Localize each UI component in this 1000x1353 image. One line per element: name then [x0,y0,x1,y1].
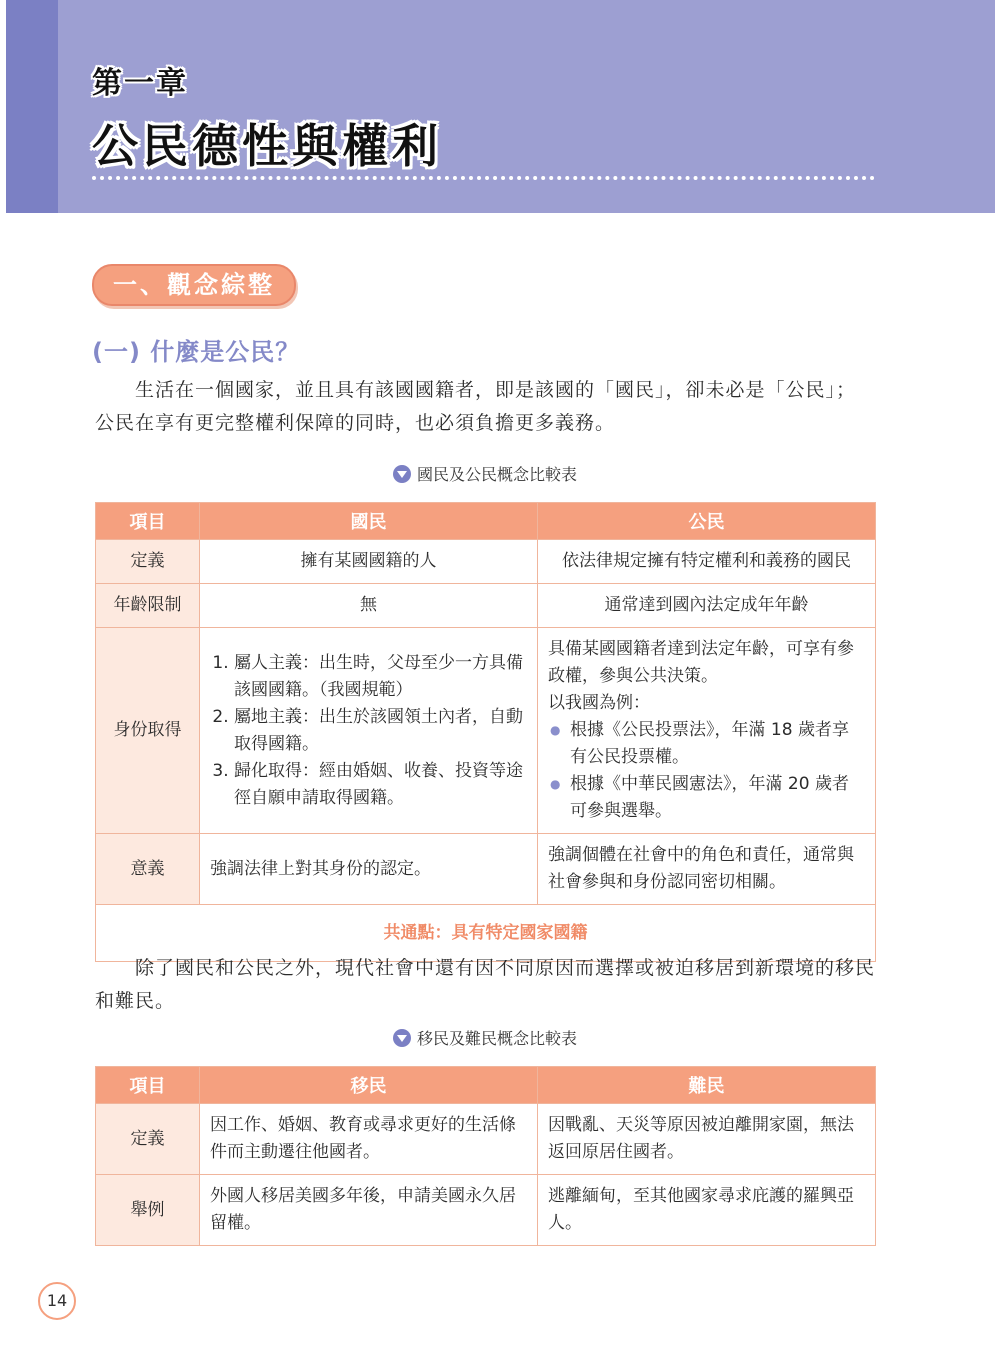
cell-citizen: 通常達到國內法定成年年齡 [538,584,876,628]
table-row [96,540,876,584]
acquisition-list [210,650,527,812]
header-immigrant: 移民 [200,1067,538,1104]
list-item: ● 根據《公民投票法》，年滿 18 歲者享有公民投票權。 [570,717,865,771]
citizen-bullet-list [548,717,865,825]
table1-caption [0,462,970,485]
table-header-row [96,503,876,540]
row-label: 意義 [96,834,200,905]
table-row [96,1104,876,1175]
page-number: 14 [38,1282,76,1320]
common-point: 共通點：具有特定國家國籍 [96,905,876,962]
citizen-intro: 具備某國國籍者達到法定年齡，可享有參政權，參與公共決策。 [548,639,854,686]
row-label: 身份取得 [96,628,200,834]
cell-immigrant: 外國人移居美國多年後，申請美國永久居留權。 [200,1175,538,1246]
down-triangle-circle-icon [393,1029,411,1047]
row-label: 年齡限制 [96,584,200,628]
cell-national: 擁有某國國籍的人 [200,540,538,584]
cell-citizen [538,628,876,834]
list-item: 2. 屬地主義：出生於該國領土內者，自動取得國籍。 [234,704,527,758]
cell-national: 強調法律上對其身份的認定。 [200,834,538,905]
header-citizen: 公民 [538,503,876,540]
down-triangle-circle-icon [393,465,411,483]
table2-caption-text: 移民及難民概念比較表 [416,1029,577,1048]
citizen-example: 以我國為例： [548,693,650,713]
cell-citizen: 依法律規定擁有特定權利和義務的國民 [538,540,876,584]
migration-paragraph: 除了國民和公民之外，現代社會中還有因不同原因而選擇或被迫移居到新環境的移民和難民。 [95,957,876,1012]
subheading: (一) 什麼是公民？ [92,338,301,366]
header-dotted-divider [92,176,875,180]
list-item: 1. 屬人主義：出生時，父母至少一方具備該國國籍。（我國規範） [234,650,527,704]
table-row [96,1175,876,1246]
cell-citizen: 強調個體在社會中的角色和責任，通常與社會參與和身份認同密切相關。 [538,834,876,905]
intro-paragraph: 生活在一個國家，並且具有該國國籍者，即是該國的「國民」，卻未必是「公民」；公民在享有更完整權利保障的同時，也必須負擔更多義務。 [95,379,857,434]
section-pill: 一、觀念綜整 [92,264,296,306]
header-national: 國民 [200,503,538,540]
cell-refugee: 逃離緬甸，至其他國家尋求庇護的羅興亞人。 [538,1175,876,1246]
row-label: 定義 [96,1104,200,1175]
table-row [96,584,876,628]
header-stripe [6,0,58,213]
list-item: 3. 歸化取得：經由婚姻、收養、投資等途徑自願申請取得國籍。 [234,758,527,812]
header-item: 項目 [96,1067,200,1104]
row-label: 舉例 [96,1175,200,1246]
row-label: 定義 [96,540,200,584]
table1-caption-text: 國民及公民概念比較表 [416,465,577,484]
cell-refugee: 因戰亂、天災等原因被迫離開家園，無法返回原居住國者。 [538,1104,876,1175]
table-header-row [96,1067,876,1104]
table2-caption [0,1026,970,1049]
table-row [96,628,876,834]
cell-national: 無 [200,584,538,628]
chapter-label: 第一章 [92,66,188,101]
national-citizen-table [95,502,876,962]
chapter-title: 公民德性與權利 [92,119,442,173]
header-item: 項目 [96,503,200,540]
table-row [96,834,876,905]
immigrant-refugee-table [95,1066,876,1246]
header-refugee: 難民 [538,1067,876,1104]
cell-immigrant: 因工作、婚姻、教育或尋求更好的生活條件而主動遷往他國者。 [200,1104,538,1175]
cell-national [200,628,538,834]
list-item: ● 根據《中華民國憲法》，年滿 20 歲者可參與選舉。 [570,771,865,825]
chapter-header [6,0,995,213]
